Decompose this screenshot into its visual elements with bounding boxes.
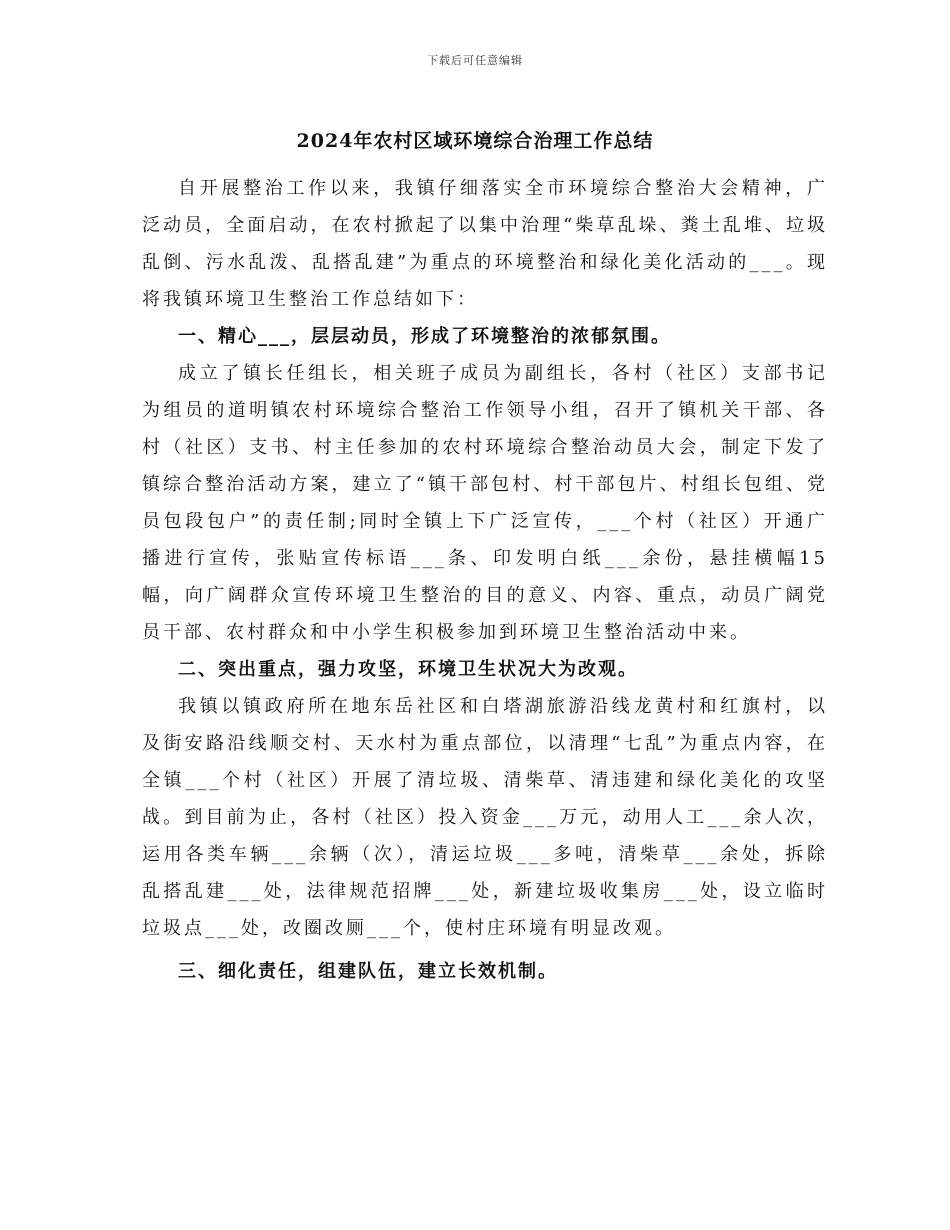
document-title: 2024年农村区域环境综合治理工作总结 bbox=[296, 130, 654, 152]
intro-paragraph: 自开展整治工作以来，我镇仔细落实全市环境综合整治大会精神，广泛动员，全面启动，在农村掀起了以集中治理“柴草乱垛、粪土乱堆、垃圾乱倒、污水乱泼、乱搭乱建”为重点的环境整治和绿化美化活动的___。现将我镇环境卫生整治工作总结如下： bbox=[142, 178, 828, 310]
section-1-paragraph: 成立了镇长任组长，相关班子成员为副组长，各村（社区）支部书记为组员的道明镇农村环境综合整治工作领导小组，召开了镇机关干部、各村（社区）支书、村主任参加的农村环境综合整治动员大会，制定下发了镇综合整治活动方案，建立了“镇干部包村、村干部包片、村组长包组、党员包段包户”的责任制;同时全镇上下广泛宣传，___个村（社区）开通广播进行宣传，张贴宣传标语___条、印发明白纸___余份，悬挂横幅15幅，向广阔群众宣传环境卫生整治的目的意义、内容、重点，动员广阔党员干部、农村群众和中小学生积极参加到环境卫生整治活动中来。 bbox=[142, 363, 828, 643]
page-header-note: 下载后可任意编辑 bbox=[427, 54, 523, 67]
section-1-heading: 一、精心___，层层动员，形成了环境整治的浓郁氛围。 bbox=[178, 326, 671, 347]
section-3-heading: 三、细化责任，组建队伍，建立长效机制。 bbox=[178, 961, 558, 982]
document-body bbox=[142, 170, 828, 990]
section-2-paragraph: 我镇以镇政府所在地东岳社区和白塔湖旅游沿线龙黄村和红旗村，以及街安路沿线顺交村、天水村为重点部位，以清理“七乱”为重点内容，在全镇___个村（社区）开展了清垃圾、清柴草、清违建和绿化美化的攻坚战。到目前为止，各村（社区）投入资金___万元，动用人工___余人次，运用各类车辆___余辆（次），清运垃圾___多吨，清柴草___余处，拆除乱搭乱建___处，法律规范招牌___处，新建垃圾收集房___处，设立临时垃圾点___处，改圈改厕___个，使村庄环境有明显改观。 bbox=[142, 696, 828, 939]
section-2-heading: 二、突出重点，强力攻坚，环境卫生状况大为改观。 bbox=[178, 659, 638, 680]
